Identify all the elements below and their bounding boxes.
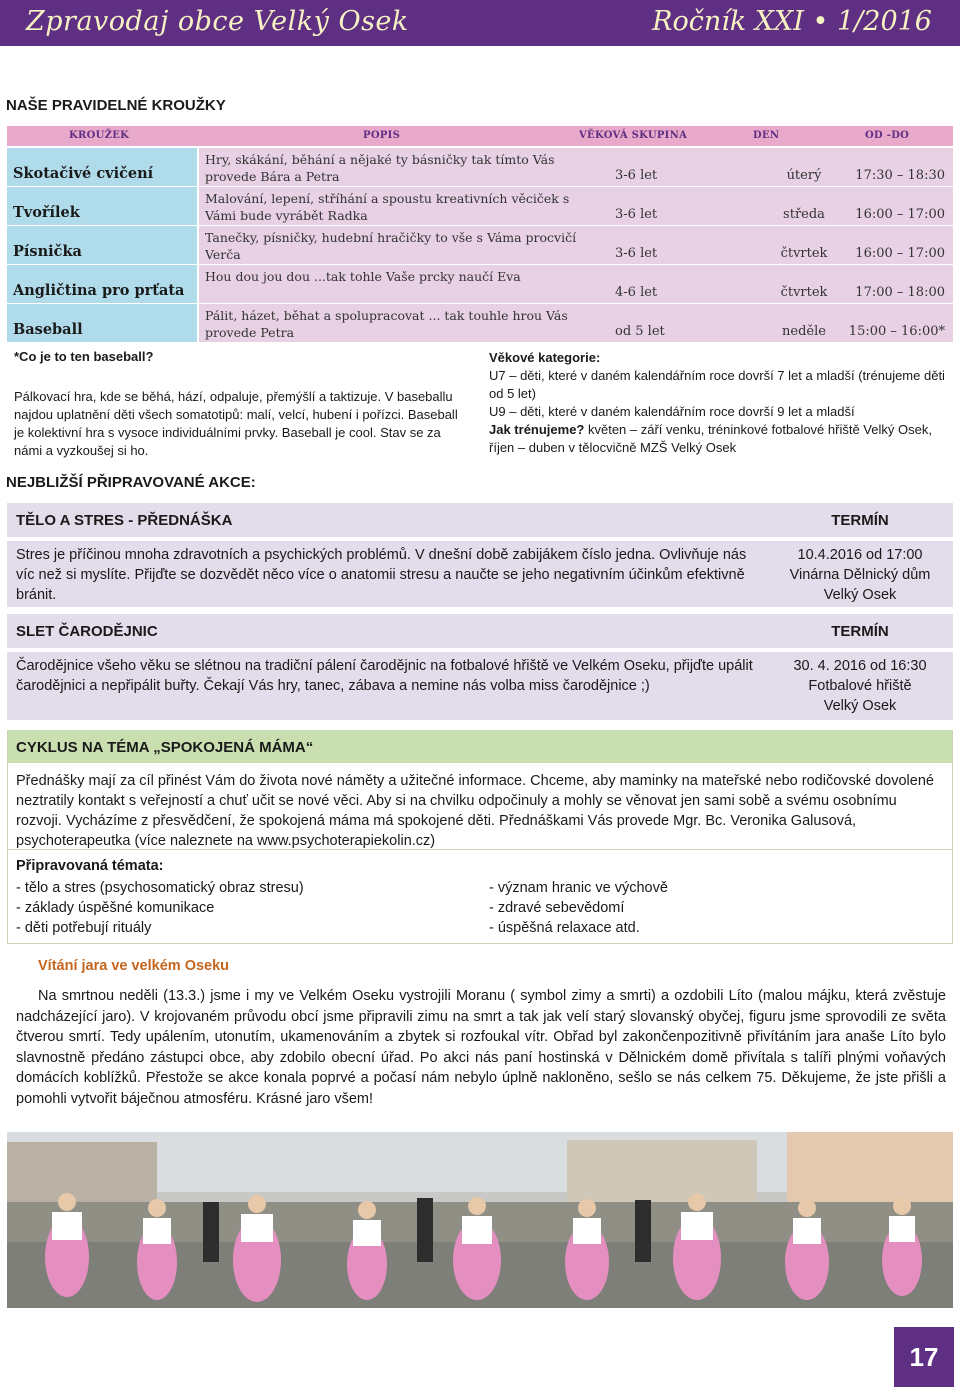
club-day: čtvrtek — [780, 285, 828, 300]
col-header-age: VĚKOVÁ SKUPINA — [579, 130, 688, 141]
event-description: Čarodějnice všeho věku se slétnou na tradiční pálení čarodějnic na fotbalové hřiště ve Velkém Oseku, přijďte upálit čarodějnici a nepřipálit buřty. Čekají Vás hry, tanec, zábava a nemine nás volba miss čarodějnice ;) — [16, 658, 753, 694]
events-section-title: NEJBLIŽŠÍ PŘIPRAVOVANÉ AKCE: — [6, 474, 256, 491]
col-header-day: DEN — [753, 130, 780, 141]
table-row — [7, 187, 953, 225]
club-day: čtvrtek — [780, 246, 828, 261]
clubs-table-header — [7, 126, 953, 146]
topic-item: - děti potřebují rituály — [16, 920, 152, 936]
club-description: Hou dou jou dou ...tak tohle Vaše prcky naučí Eva — [205, 269, 521, 284]
club-name: Tvořílek — [7, 187, 197, 225]
baseball-note-body: Pálkovací hra, kde se běhá, hází, odpaluje, přemýšlí a taktizuje. V baseballu najdou uplatnění děti všech somatotipů: malí, velcí, hubení i pořízci. Baseball je kolektivní hra s vysoce individuálními prvky. Baseball je cool. Stav se za námi a vyzkoušej si ho. — [14, 389, 458, 458]
newsletter-title: Zpravodaj obce Velký Osek — [26, 6, 409, 37]
topic-item: - tělo a stres (psychosomatický obraz stresu) — [16, 880, 304, 896]
topic-item: - základy úspěšné komunikace — [16, 900, 215, 916]
club-description: Pálit, házet, běhat a spolupracovat ... tak touhle hrou Vás provede Petra — [205, 308, 568, 340]
event-date-line: Velký Osek — [823, 587, 897, 603]
club-time: 17:00 – 18:00 — [855, 285, 945, 300]
club-age: od 5 let — [615, 324, 665, 339]
table-row — [7, 148, 953, 186]
issue-number: Ročník XXI • 1/2016 — [652, 6, 932, 37]
topic-item: - význam hranic ve výchově — [489, 880, 668, 896]
club-name: Angličtina pro prťata — [7, 265, 197, 303]
event-date-line: Velký Osek — [823, 698, 897, 714]
col-header-club: KROUŽEK — [69, 130, 130, 141]
club-time: 16:00 – 17:00 — [855, 207, 945, 222]
cycle-topics — [8, 849, 952, 943]
cycle-title: CYKLUS NA TÉMA „SPOKOJENÁ MÁMA“ — [16, 739, 314, 756]
event-title: TĚLO A STRES - PŘEDNÁŠKA — [16, 512, 233, 529]
club-time: 17:30 – 18:30 — [855, 168, 945, 183]
club-description: Tanečky, písničky, hudební hračičky to vše s Váma procvičí Verča — [205, 230, 577, 262]
event-card — [7, 503, 953, 607]
club-name: Skotačivé cvičení — [7, 148, 197, 186]
event-date-line: Vinárna Dělnický dům — [789, 567, 931, 583]
age-categories-title: Věkové kategorie: — [489, 350, 601, 365]
clubs-section-title: NAŠE PRAVIDELNÉ KROUŽKY — [6, 97, 226, 114]
club-name: Písnička — [7, 226, 197, 264]
club-age: 3-6 let — [615, 168, 658, 183]
col-header-time: OD -DO — [865, 130, 910, 141]
table-row — [7, 304, 953, 342]
topics-label: Připravovaná témata: — [16, 858, 164, 874]
event-date-line: 30. 4. 2016 od 16:30 — [793, 658, 927, 674]
event-date — [767, 545, 953, 605]
training-text: květen – září venku, tréninkové fotbalové hřiště Velký Osek, říjen – duben v tělocvičně MZŠ Velký Osek — [489, 422, 932, 455]
event-date-line: Fotbalové hřiště — [808, 678, 912, 694]
club-description: Malování, lepení, stříhání a spoustu kreativních věciček s Vámi bude vyrábět Radka — [205, 191, 570, 223]
club-age: 4-6 let — [615, 285, 658, 300]
article-body: Na smrtnou neděli (13.3.) jsme i my ve Velkém Oseku vystrojili Moranu ( symbol zimy a smrti) a ozdobili Líto (malou májku, která zvěstuje nadcházející jaro). V krojovaném průvodu obcí jsme připravili zimu na smrt a tak jak velí starý slovanský obyčej, figuru jsme sprovodili ze světa čtverou smrtí. Tedy upálením, utonutím, ukamenováním a zbytek si rozfoukal vítr. Obřad byl zakončenpozitivně přivítáním jara anaše Líto bylo slavnostně předáno zástupci obce, aby zdobilo obecní úřad. Po akci nás paní hostinská v Dělnickém domě přivítala s talíři plnými voňavých domácích koblížků. Přestože se akce konala poprvé a počasí nám nebylo úplně nakloněno, sešlo se nás celkem 75. Děkujeme, že jste přišli a pomohli vytvořit báječnou atmosféru. Krásné jaro všem! — [16, 988, 946, 1107]
event-date — [767, 656, 953, 716]
age-categories — [489, 349, 949, 457]
baseball-note-title: *Co je to ten baseball? — [14, 349, 154, 364]
photo-illustration — [7, 1132, 953, 1308]
event-term-label: TERMÍN — [831, 623, 889, 640]
club-day: středa — [783, 207, 825, 222]
page-number: 17 — [894, 1327, 954, 1387]
training-label: Jak trénujeme? — [489, 422, 585, 437]
topic-item: - zdravé sebevědomí — [489, 900, 625, 916]
club-time: 16:00 – 17:00 — [855, 246, 945, 261]
event-date-line: 10.4.2016 od 17:00 — [797, 547, 923, 563]
table-row — [7, 265, 953, 303]
clubs-table — [7, 126, 953, 342]
club-name: Baseball — [7, 304, 197, 342]
age-category-u7: U7 – děti, které v daném kalendářním roce dovrší 7 let a mladší (trénujeme děti od 5 let) — [489, 368, 945, 401]
page-header — [0, 0, 960, 46]
cycle-description: Přednášky mají za cíl přinést Vám do života nové náměty a užitečné informace. Chceme, aby maminky na mateřské nebo rodičovské dovolené neztratily kontakt s veřejností a chuť učit se nové věci. Aby si na chvilku odpočinuly a mohly se věnovat jen sami sobě a svému osobnímu rozvoji. Vycházíme z přesvědčení, že spokojená máma má spokojené děti. Přednáškami Vás provede Mgr. Bc. Veronika Galusová, psychoterapeutka (více naleznete na www.psychoterapiekolin.cz) — [16, 773, 934, 849]
table-row — [7, 226, 953, 264]
event-term-label: TERMÍN — [831, 512, 889, 529]
photo-spring-procession — [7, 1132, 953, 1308]
club-day: neděle — [782, 324, 826, 339]
topic-item: - úspěšná relaxace atd. — [489, 920, 640, 936]
club-age: 3-6 let — [615, 207, 658, 222]
article-title: Vítání jara ve velkém Oseku — [38, 958, 230, 974]
club-age: 3-6 let — [615, 246, 658, 261]
club-day: úterý — [786, 168, 822, 183]
club-description: Hry, skákání, běhání a nějaké ty básničky tak tímto Vás provede Bára a Petra — [205, 152, 555, 184]
event-title: SLET ČARODĚJNIC — [16, 623, 158, 640]
training-info — [489, 421, 949, 457]
col-header-desc: POPIS — [363, 130, 401, 141]
age-category-u9: U9 – děti, které v daném kalendářním roce dovrší 9 let a mladší — [489, 404, 855, 419]
event-description: Stres je příčinou mnoha zdravotních a psychických problémů. V dnešní době zabijákem číslo jedna. Ovlivňuje nás víc než si myslíte. Přijďte se dozvědět něco více o anatomii stresu a naučte se jeho negativním účinkům efektivně bránit. — [16, 547, 747, 603]
club-time: 15:00 – 16:00* — [848, 324, 945, 339]
cycle-card — [7, 730, 953, 944]
event-card — [7, 614, 953, 720]
